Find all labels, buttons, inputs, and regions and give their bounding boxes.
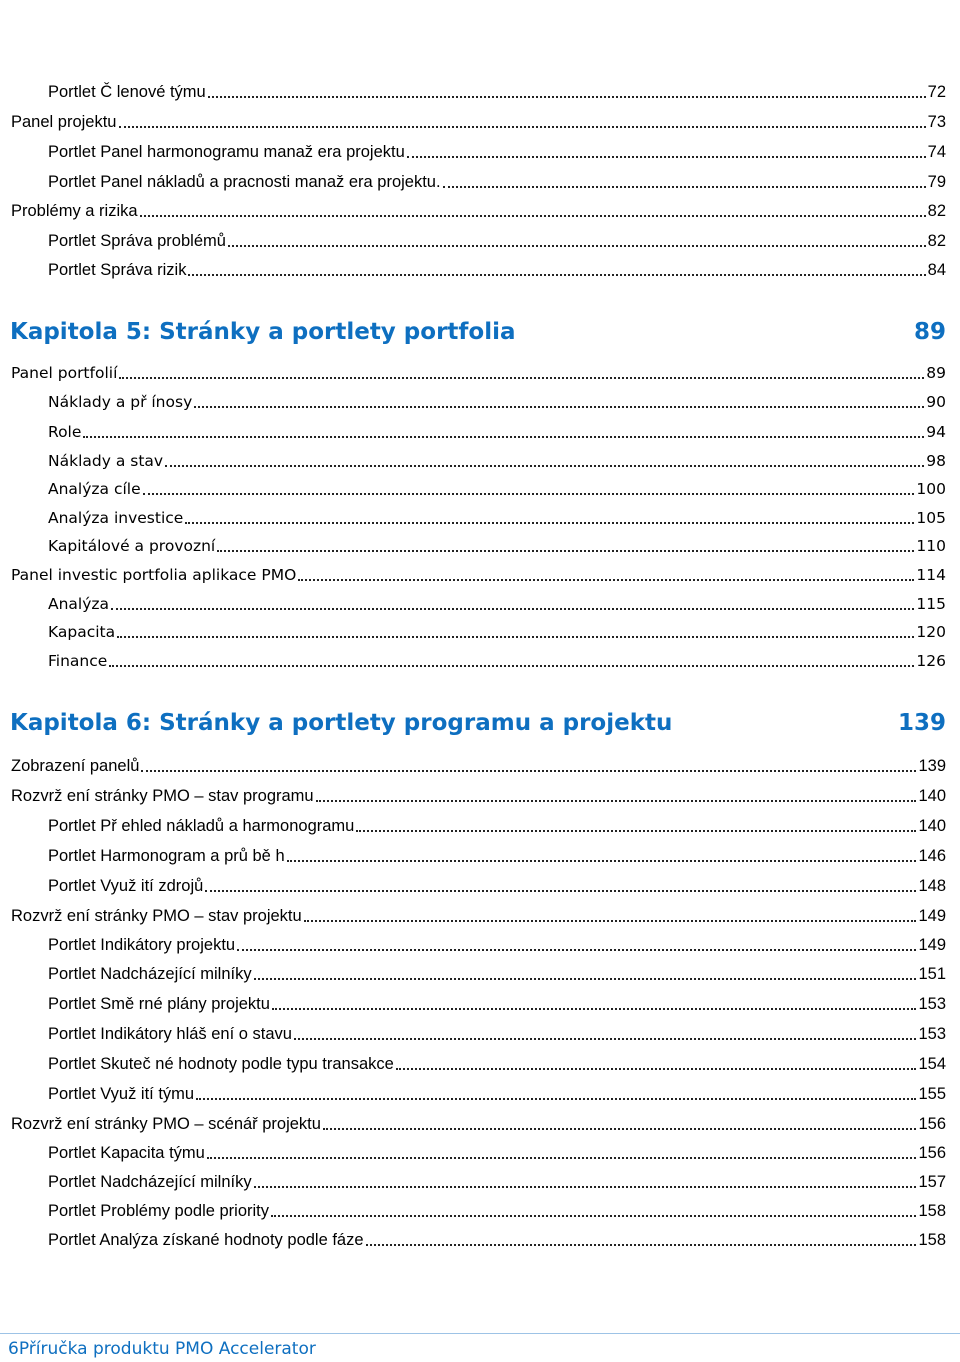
toc-entry-label: Kapacita xyxy=(48,623,116,641)
toc-entry-page: 158 xyxy=(918,1202,946,1220)
toc-entry-page: 149 xyxy=(918,936,946,954)
dot-leader xyxy=(294,1024,917,1040)
toc-entry-page: 149 xyxy=(918,907,946,925)
toc-entry[interactable] xyxy=(11,363,946,383)
toc-entry[interactable] xyxy=(48,816,946,836)
toc-entry-page: 120 xyxy=(916,623,946,641)
toc-entry-page: 140 xyxy=(918,817,946,835)
toc-entry[interactable] xyxy=(48,1201,946,1221)
toc-entry[interactable] xyxy=(48,508,946,528)
toc-entry-page: 110 xyxy=(916,537,946,555)
dot-leader xyxy=(207,1143,917,1159)
dot-leader xyxy=(396,1054,917,1070)
toc-entry-page: 89 xyxy=(926,364,946,382)
chapter-heading[interactable] xyxy=(10,707,946,739)
dot-leader xyxy=(443,172,926,188)
dot-leader xyxy=(366,1230,917,1246)
dot-leader xyxy=(205,876,916,892)
toc-entry[interactable] xyxy=(48,82,946,102)
dot-leader xyxy=(272,994,917,1010)
toc-entry[interactable] xyxy=(11,786,946,806)
toc-entry-page: 153 xyxy=(918,995,946,1013)
toc-entry-label: Portlet Správa rizik xyxy=(48,261,187,279)
dot-leader xyxy=(119,112,926,128)
dot-leader xyxy=(316,786,917,802)
dot-leader xyxy=(271,1201,916,1217)
toc-entry[interactable] xyxy=(48,964,946,984)
toc-entry-label: Kapitálové a provozní xyxy=(48,537,216,555)
toc-entry-label: Rozvrž ení stránky PMO – stav projektu xyxy=(11,907,302,925)
dot-leader xyxy=(237,935,916,951)
toc-entry-page: 114 xyxy=(916,566,946,584)
toc-entry-page: 74 xyxy=(927,143,946,161)
toc-entry-page: 148 xyxy=(918,877,946,895)
toc-entry-page: 156 xyxy=(918,1115,946,1133)
footer-page-number: 6 xyxy=(8,1339,19,1359)
toc-entry-label: Portlet Př ehled nákladů a harmonogramu xyxy=(48,817,355,835)
toc-entry[interactable] xyxy=(11,565,946,585)
dot-leader xyxy=(165,451,924,467)
dot-leader xyxy=(228,231,926,247)
toc-entry-page: 84 xyxy=(927,261,946,279)
dot-leader xyxy=(254,1172,917,1188)
dot-leader xyxy=(141,756,916,772)
toc-entry-page: 155 xyxy=(918,1085,946,1103)
toc-entry[interactable] xyxy=(48,172,946,192)
chapter-page: 139 xyxy=(897,710,946,736)
toc-entry-page: 115 xyxy=(916,595,946,613)
toc-entry-label: Portlet Nadcházející milníky xyxy=(48,1173,252,1191)
toc-entry-page: 158 xyxy=(918,1231,946,1249)
toc-entry-label: Panel investic portfolia aplikace PMO xyxy=(11,566,297,584)
toc-entry[interactable] xyxy=(48,536,946,556)
toc-entry[interactable] xyxy=(48,994,946,1014)
toc-entry[interactable] xyxy=(48,1230,946,1250)
toc-entry-label: Portlet Využ ití týmu xyxy=(48,1085,195,1103)
toc-entry[interactable] xyxy=(48,1143,946,1163)
toc-entry[interactable] xyxy=(48,392,946,412)
toc-entry-label: Problémy a rizika xyxy=(11,202,138,220)
dot-leader xyxy=(287,846,917,862)
toc-entry-page: 98 xyxy=(926,452,946,470)
dot-leader xyxy=(111,594,914,610)
toc-entry-page: 139 xyxy=(918,757,946,775)
chapter-page: 89 xyxy=(913,319,946,345)
toc-entry-label: Rozvrž ení stránky PMO – stav programu xyxy=(11,787,314,805)
toc-entry-label: Rozvrž ení stránky PMO – scénář projektu xyxy=(11,1115,321,1133)
toc-entry[interactable] xyxy=(48,1024,946,1044)
dot-leader xyxy=(188,260,925,276)
toc-entry-label: Náklady a stav xyxy=(48,452,164,470)
dot-leader xyxy=(119,363,924,379)
dot-leader xyxy=(304,906,917,922)
toc-entry[interactable] xyxy=(48,1054,946,1074)
dot-leader xyxy=(140,201,926,217)
toc-entry-page: 94 xyxy=(926,423,946,441)
toc-entry-page: 90 xyxy=(926,393,946,411)
dot-leader xyxy=(117,622,914,638)
toc-entry-label: Analýza xyxy=(48,595,110,613)
toc-entry[interactable] xyxy=(11,1114,946,1134)
toc-entry-page: 156 xyxy=(918,1144,946,1162)
toc-entry[interactable] xyxy=(48,451,946,471)
toc-entry-label: Portlet Nadcházející milníky xyxy=(48,965,252,983)
dot-leader xyxy=(196,1084,916,1100)
dot-leader xyxy=(208,82,926,98)
toc-entry-label: Portlet Skuteč né hodnoty podle typu transakce xyxy=(48,1055,394,1073)
toc-entry-label: Finance xyxy=(48,652,108,670)
dot-leader xyxy=(323,1114,917,1130)
dot-leader xyxy=(356,816,916,832)
toc-entry-page: 73 xyxy=(927,113,946,131)
toc-entry[interactable] xyxy=(48,651,946,671)
toc-entry-page: 72 xyxy=(927,83,946,101)
toc-entry-page: 105 xyxy=(916,509,946,527)
toc-entry[interactable] xyxy=(48,594,946,614)
toc-entry[interactable] xyxy=(11,201,946,221)
chapter-title: Kapitola 5: Stránky a portlety portfolia xyxy=(10,319,516,345)
dot-leader xyxy=(83,422,924,438)
toc-entry-page: 154 xyxy=(918,1055,946,1073)
toc-entry-label: Zobrazení panelů xyxy=(11,757,140,775)
toc-entry-label: Panel projektu xyxy=(11,113,117,131)
toc-entry-label: Náklady a př ínosy xyxy=(48,393,193,411)
toc-entry-label: Portlet Smě rné plány projektu xyxy=(48,995,270,1013)
toc-entry-label: Portlet Panel harmonogramu manaž era projektu xyxy=(48,143,405,161)
toc-entry-page: 146 xyxy=(918,847,946,865)
dot-leader xyxy=(185,508,914,524)
toc-entry[interactable] xyxy=(48,422,946,442)
toc-entry-page: 153 xyxy=(918,1025,946,1043)
toc-entry-page: 82 xyxy=(927,202,946,220)
toc-entry-label: Portlet Č lenové týmu xyxy=(48,83,206,101)
footer-title: Příručka produktu PMO Accelerator xyxy=(18,1339,316,1359)
toc-entry-label: Portlet Panel nákladů a pracnosti manaž era projektu. xyxy=(48,173,441,191)
chapter-heading[interactable] xyxy=(10,316,946,348)
toc-entry-label: Portlet Indikátory hláš ení o stavu xyxy=(48,1025,292,1043)
toc-entry-label: Portlet Správa problémů xyxy=(48,232,226,250)
toc-entry[interactable] xyxy=(48,231,946,251)
page-footer xyxy=(8,1338,316,1360)
toc-entry[interactable] xyxy=(48,846,946,866)
toc-entry-page: 140 xyxy=(918,787,946,805)
toc-entry-page: 157 xyxy=(918,1173,946,1191)
toc-entry[interactable] xyxy=(48,622,946,642)
toc-entry[interactable] xyxy=(48,142,946,162)
dot-leader xyxy=(143,479,915,495)
dot-leader xyxy=(217,536,914,552)
toc-entry[interactable] xyxy=(48,260,946,280)
footer-rule xyxy=(0,1333,960,1334)
toc-entry-page: 79 xyxy=(927,173,946,191)
toc-entry[interactable] xyxy=(48,1084,946,1104)
toc-entry-label: Panel portfolií xyxy=(11,364,118,382)
toc-entry-label: Portlet Kapacita týmu xyxy=(48,1144,205,1162)
toc-entry-page: 100 xyxy=(916,480,946,498)
toc-entry[interactable] xyxy=(11,756,946,776)
toc-entry[interactable] xyxy=(48,876,946,896)
toc-entry-label: Role xyxy=(48,423,82,441)
toc-entry-page: 126 xyxy=(916,652,946,670)
toc-entry-label: Analýza cíle xyxy=(48,480,141,498)
toc-entry-label: Portlet Problémy podle priority xyxy=(48,1202,270,1220)
toc-entry-label: Portlet Harmonogram a prů bě h xyxy=(48,847,285,865)
dot-leader xyxy=(254,964,917,980)
toc-entry[interactable] xyxy=(48,479,946,499)
toc-entry-page: 82 xyxy=(927,232,946,250)
toc-entry-label: Portlet Indikátory projektu xyxy=(48,936,236,954)
toc-entry-label: Portlet Analýza získané hodnoty podle fáze xyxy=(48,1231,364,1249)
dot-leader xyxy=(407,142,926,158)
dot-leader xyxy=(109,651,914,667)
dot-leader xyxy=(298,565,914,581)
toc-entry-label: Analýza investice xyxy=(48,509,184,527)
toc-entry[interactable] xyxy=(48,935,946,955)
toc-entry[interactable] xyxy=(11,112,946,132)
chapter-title: Kapitola 6: Stránky a portlety programu a projektu xyxy=(10,710,673,736)
dot-leader xyxy=(194,392,924,408)
toc-entry-page: 151 xyxy=(918,965,946,983)
toc-entry-label: Portlet Využ ití zdrojů xyxy=(48,877,204,895)
toc-entry[interactable] xyxy=(11,906,946,926)
toc-entry[interactable] xyxy=(48,1172,946,1192)
